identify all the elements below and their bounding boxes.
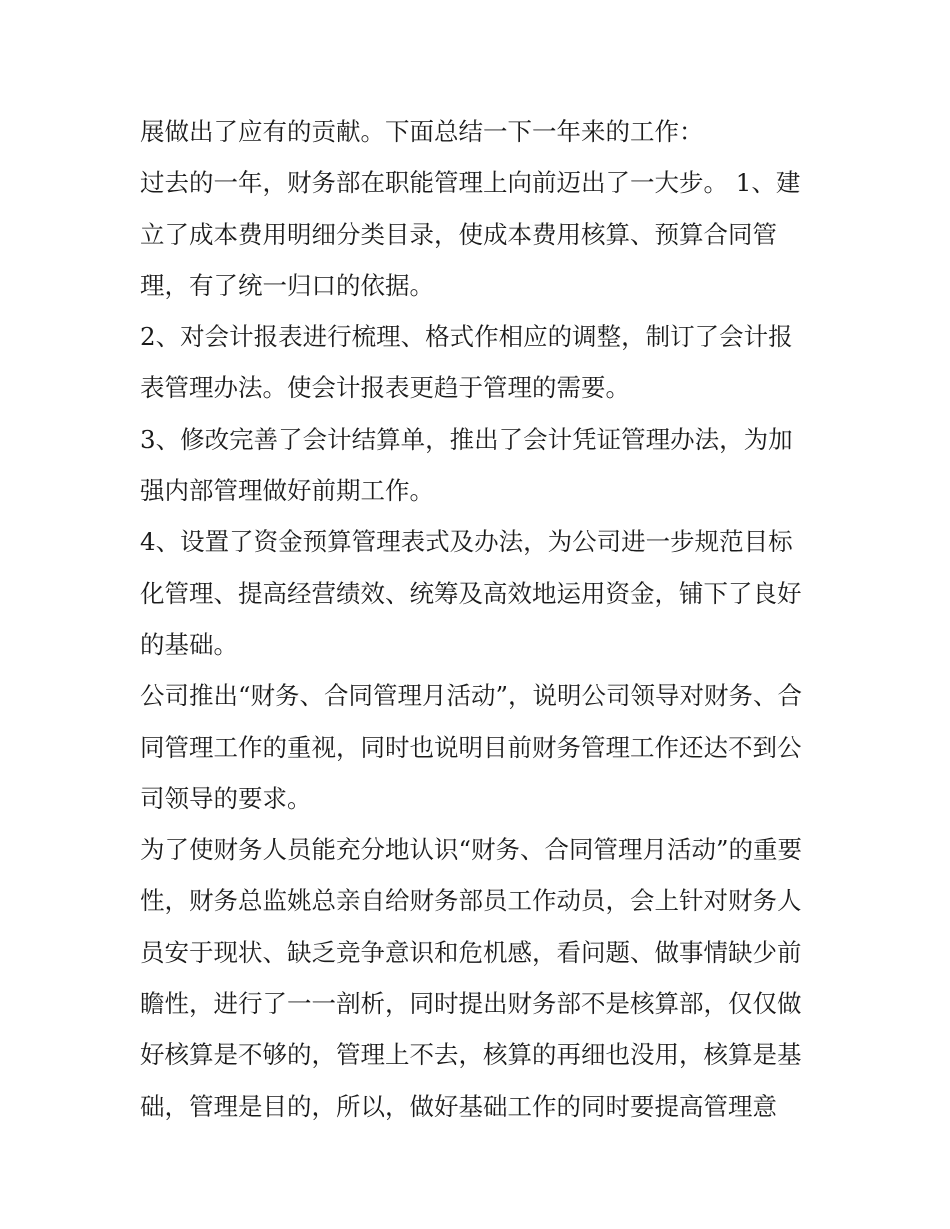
- text-line: 瞻性，进行了一一剖析，同时提出财务部不是核算部，仅仅做: [140, 989, 802, 1019]
- text-line: 表管理办法。使会计报表更趋于管理的需要。: [140, 373, 630, 403]
- text-line: 为了使财务人员能充分地认识“财务、合同管理月活动”的重要: [140, 835, 803, 865]
- text-line: 理，有了统一归口的依据。: [140, 270, 434, 300]
- text-line: 员安于现状、缺乏竞争意识和危机感，看问题、做事情缺少前: [140, 937, 802, 967]
- text-line: 强内部管理做好前期工作。: [140, 476, 434, 506]
- text-line: 好核算是不够的，管理上不去，核算的再细也没用，核算是基: [140, 1040, 802, 1070]
- text-line: 公司推出“财务、合同管理月活动”，说明公司领导对财务、合: [140, 681, 803, 711]
- body-text: [140, 106, 820, 1132]
- text-line: 展做出了应有的贡献。下面总结一下一年来的工作：: [140, 117, 704, 146]
- text-line: 3、修改完善了会计结算单，推出了会计凭证管理办法，为加: [140, 424, 793, 454]
- text-line: 础，管理是目的，所以，做好基础工作的同时要提高管理意: [140, 1091, 777, 1121]
- text-line: 化管理、提高经营绩效、统筹及高效地运用资金，铺下了良好: [140, 578, 802, 608]
- text-line: 的基础。: [140, 629, 238, 659]
- text-line: 同管理工作的重视，同时也说明目前财务管理工作还达不到公: [140, 732, 802, 762]
- text-line: 2、对会计报表进行梳理、格式作相应的调整，制订了会计报: [140, 322, 793, 352]
- text-line: 立了成本费用明细分类目录，使成本费用核算、预算合同管: [140, 219, 777, 249]
- text-line: 司领导的要求。: [140, 783, 312, 813]
- text-line: 性，财务总监姚总亲自给财务部员工作动员，会上针对财务人: [140, 886, 802, 916]
- text-line: 4、设置了资金预算管理表式及办法，为公司进一步规范目标: [140, 527, 793, 557]
- text-line: 过去的一年，财务部在职能管理上向前迈出了一大步。 1、建: [140, 168, 801, 198]
